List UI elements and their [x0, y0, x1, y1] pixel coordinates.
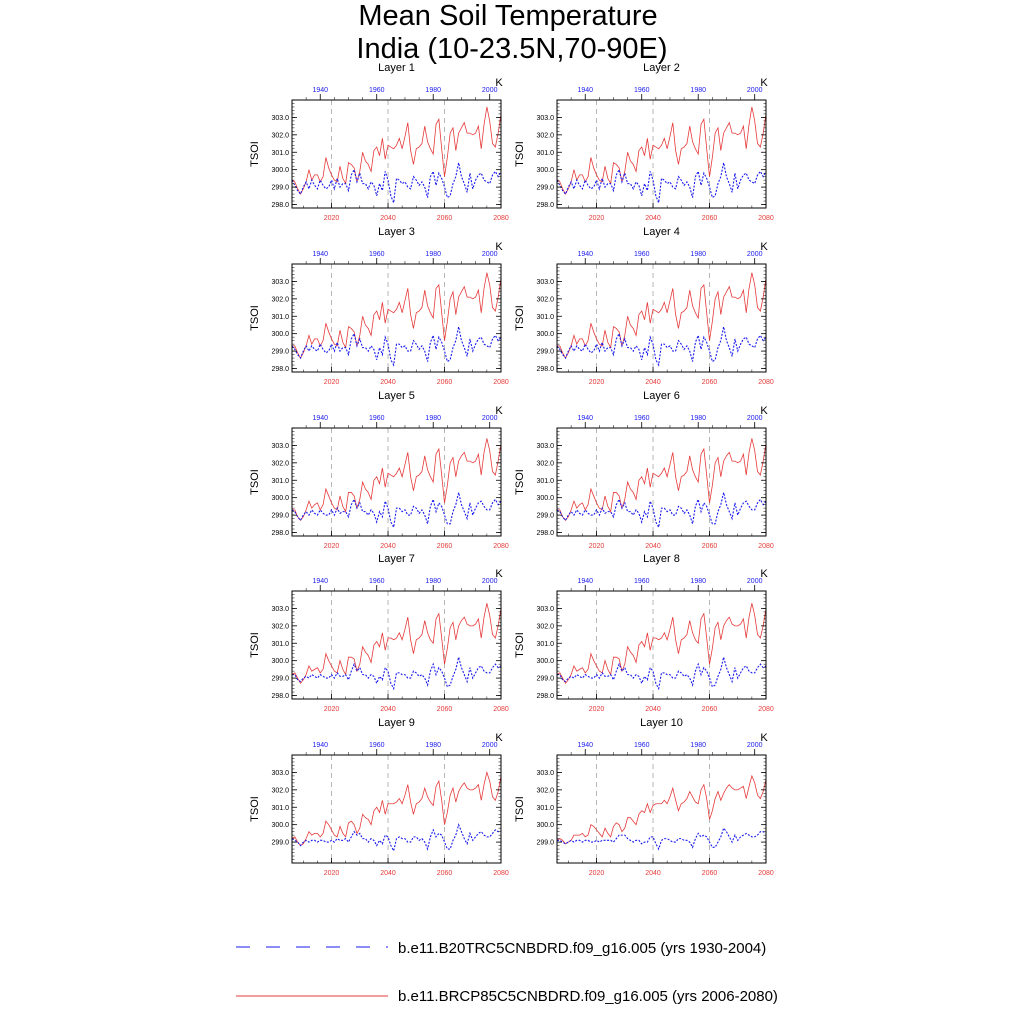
- x-top-tick-label: 2000: [746, 742, 763, 749]
- y-tick-label: 302.0: [536, 132, 554, 140]
- units-label: K: [495, 241, 503, 253]
- panel-layer-4: [514, 226, 774, 386]
- x-bottom-tick-label: 2040: [645, 543, 661, 550]
- units-label: K: [760, 568, 768, 580]
- x-top-tick-label: 2000: [746, 415, 763, 422]
- x-top-tick-label: 1960: [633, 742, 650, 749]
- plot-frame: [292, 591, 501, 699]
- plot-frame: [292, 755, 501, 863]
- units-label: K: [760, 405, 768, 417]
- y-tick-label: 301.0: [271, 640, 289, 648]
- x-top-tick-label: 1940: [577, 578, 594, 585]
- y-tick-label: 300.0: [536, 167, 554, 175]
- figure-title-line2: India (10-23.5N,70-90E): [356, 33, 668, 65]
- x-top-tick-label: 1980: [690, 87, 707, 94]
- y-axis-label: TSOI: [249, 796, 261, 822]
- x-top-tick-label: 1940: [312, 578, 329, 585]
- x-top-tick-label: 2000: [746, 251, 763, 258]
- y-tick-label: 301.0: [536, 313, 554, 321]
- plot-frame: [557, 591, 766, 699]
- y-tick-label: 299.0: [271, 675, 289, 683]
- y-axis-label: TSOI: [249, 141, 261, 167]
- y-tick-label: 301.0: [271, 313, 289, 321]
- units-label: K: [495, 732, 503, 744]
- series-historical-line: [292, 163, 501, 203]
- series-future-line: [557, 107, 766, 194]
- panel-layer-2: [514, 62, 774, 222]
- y-tick-label: 300.0: [271, 167, 289, 175]
- y-axis-label: TSOI: [514, 796, 526, 822]
- y-tick-label: 303.0: [271, 605, 289, 613]
- plot-frame: [292, 100, 501, 208]
- legend: [236, 940, 778, 1005]
- x-bottom-tick-label: 2060: [701, 379, 718, 386]
- units-label: K: [495, 77, 503, 89]
- y-tick-label: 303.0: [271, 114, 289, 122]
- x-top-tick-label: 1980: [425, 415, 442, 422]
- x-top-tick-label: 1940: [312, 251, 329, 258]
- x-bottom-tick-label: 2080: [493, 379, 509, 386]
- series-historical-line: [557, 828, 766, 849]
- y-tick-label: 302.0: [271, 132, 289, 140]
- y-tick-label: 300.0: [271, 822, 289, 830]
- figure-title-line1: Mean Soil Temperature: [358, 0, 658, 32]
- series-historical-line: [557, 163, 766, 203]
- y-tick-label: 299.0: [271, 512, 289, 520]
- x-bottom-tick-label: 2040: [645, 379, 661, 386]
- x-top-tick-label: 1980: [690, 251, 707, 258]
- x-bottom-tick-label: 2060: [436, 379, 453, 386]
- x-top-tick-label: 2000: [481, 742, 498, 749]
- x-bottom-tick-label: 2020: [588, 215, 605, 222]
- units-label: K: [760, 732, 768, 744]
- units-label: K: [495, 405, 503, 417]
- series-future-line: [557, 776, 766, 844]
- panel-layer-5: [249, 390, 509, 550]
- y-tick-label: 301.0: [536, 804, 554, 812]
- x-bottom-tick-label: 2020: [323, 215, 340, 222]
- x-top-tick-label: 2000: [481, 415, 498, 422]
- x-top-tick-label: 1980: [425, 578, 442, 585]
- x-bottom-tick-label: 2040: [645, 215, 661, 222]
- y-tick-label: 298.0: [271, 366, 289, 374]
- panel-layer-8: [514, 553, 774, 713]
- x-bottom-tick-label: 2040: [380, 215, 396, 222]
- x-top-tick-label: 1960: [633, 415, 650, 422]
- x-top-tick-label: 1960: [633, 87, 650, 94]
- x-bottom-tick-label: 2080: [758, 543, 774, 550]
- y-tick-label: 299.0: [536, 675, 554, 683]
- units-label: K: [760, 241, 768, 253]
- y-tick-label: 303.0: [536, 278, 554, 286]
- legend-label-future: b.e11.BRCP85C5CNBDRD.f09_g16.005 (yrs 2006-2080): [398, 988, 778, 1005]
- y-tick-label: 298.0: [271, 530, 289, 538]
- x-top-tick-label: 1960: [633, 578, 650, 585]
- x-top-tick-label: 1940: [577, 742, 594, 749]
- plot-frame: [292, 428, 501, 536]
- x-bottom-tick-label: 2020: [323, 379, 340, 386]
- x-top-tick-label: 2000: [481, 578, 498, 585]
- x-bottom-tick-label: 2080: [493, 870, 509, 877]
- x-bottom-tick-label: 2020: [588, 543, 605, 550]
- y-axis-label: TSOI: [514, 305, 526, 331]
- x-bottom-tick-label: 2080: [493, 543, 509, 550]
- y-tick-label: 302.0: [536, 787, 554, 795]
- y-tick-label: 303.0: [536, 605, 554, 613]
- x-top-tick-label: 2000: [481, 251, 498, 258]
- x-bottom-tick-label: 2040: [380, 870, 396, 877]
- y-tick-label: 298.0: [536, 693, 554, 701]
- y-tick-label: 300.0: [536, 822, 554, 830]
- x-top-tick-label: 1980: [690, 742, 707, 749]
- x-bottom-tick-label: 2040: [380, 379, 396, 386]
- x-bottom-tick-label: 2060: [436, 543, 453, 550]
- y-tick-label: 299.0: [271, 839, 289, 847]
- panel-title: Layer 9: [378, 717, 415, 729]
- x-bottom-tick-label: 2060: [701, 215, 718, 222]
- y-tick-label: 303.0: [536, 769, 554, 777]
- y-tick-label: 300.0: [271, 331, 289, 339]
- y-tick-label: 301.0: [271, 804, 289, 812]
- x-bottom-tick-label: 2060: [436, 870, 453, 877]
- y-tick-label: 301.0: [271, 477, 289, 485]
- y-tick-label: 301.0: [536, 640, 554, 648]
- series-historical-line: [292, 825, 501, 851]
- y-tick-label: 302.0: [536, 296, 554, 304]
- y-tick-label: 303.0: [271, 278, 289, 286]
- x-top-tick-label: 1960: [368, 251, 385, 258]
- x-top-tick-label: 1940: [312, 415, 329, 422]
- y-tick-label: 303.0: [536, 442, 554, 450]
- y-axis-label: TSOI: [514, 632, 526, 658]
- x-top-tick-label: 1960: [633, 251, 650, 258]
- y-tick-label: 299.0: [536, 184, 554, 192]
- y-tick-label: 300.0: [536, 495, 554, 503]
- panel-layer-10: [514, 717, 774, 877]
- y-tick-label: 301.0: [536, 477, 554, 485]
- x-bottom-tick-label: 2080: [493, 215, 509, 222]
- x-bottom-tick-label: 2020: [588, 870, 605, 877]
- x-bottom-tick-label: 2060: [436, 215, 453, 222]
- x-bottom-tick-label: 2080: [758, 215, 774, 222]
- y-axis-label: TSOI: [249, 469, 261, 495]
- x-bottom-tick-label: 2080: [758, 706, 774, 713]
- x-bottom-tick-label: 2080: [493, 706, 509, 713]
- panel-title: Layer 2: [643, 62, 680, 74]
- x-top-tick-label: 1960: [368, 578, 385, 585]
- y-axis-label: TSOI: [514, 469, 526, 495]
- x-top-tick-label: 1980: [425, 87, 442, 94]
- x-top-tick-label: 1980: [690, 415, 707, 422]
- y-tick-label: 303.0: [536, 114, 554, 122]
- y-tick-label: 302.0: [271, 460, 289, 468]
- y-tick-label: 300.0: [271, 495, 289, 503]
- legend-label-historical: b.e11.B20TRC5CNBDRD.f09_g16.005 (yrs 1930-2004): [398, 940, 767, 957]
- series-historical-line: [292, 327, 501, 365]
- units-label: K: [495, 568, 503, 580]
- x-top-tick-label: 1940: [577, 87, 594, 94]
- y-tick-label: 298.0: [536, 530, 554, 538]
- x-bottom-tick-label: 2060: [436, 706, 453, 713]
- units-label: K: [760, 77, 768, 89]
- x-top-tick-label: 2000: [746, 87, 763, 94]
- y-tick-label: 299.0: [536, 839, 554, 847]
- panel-title: Layer 7: [378, 553, 415, 565]
- y-tick-label: 303.0: [271, 769, 289, 777]
- x-bottom-tick-label: 2060: [701, 870, 718, 877]
- plot-frame: [557, 755, 766, 863]
- x-top-tick-label: 1940: [577, 251, 594, 258]
- y-axis-label: TSOI: [514, 141, 526, 167]
- y-tick-label: 302.0: [536, 460, 554, 468]
- y-tick-label: 299.0: [536, 348, 554, 356]
- y-tick-label: 298.0: [271, 202, 289, 210]
- y-axis-label: TSOI: [249, 632, 261, 658]
- x-bottom-tick-label: 2080: [758, 870, 774, 877]
- x-bottom-tick-label: 2080: [758, 379, 774, 386]
- y-tick-label: 302.0: [271, 787, 289, 795]
- plot-frame: [292, 264, 501, 372]
- x-top-tick-label: 2000: [746, 578, 763, 585]
- x-bottom-tick-label: 2040: [380, 543, 396, 550]
- panel-title: Layer 6: [643, 390, 680, 402]
- x-top-tick-label: 1960: [368, 415, 385, 422]
- x-bottom-tick-label: 2020: [323, 543, 340, 550]
- panel-title: Layer 3: [378, 226, 415, 238]
- x-top-tick-label: 1980: [425, 251, 442, 258]
- y-tick-label: 301.0: [536, 149, 554, 157]
- y-tick-label: 299.0: [271, 348, 289, 356]
- panel-title: Layer 1: [378, 62, 415, 74]
- x-bottom-tick-label: 2040: [645, 870, 661, 877]
- x-top-tick-label: 1980: [690, 578, 707, 585]
- series-historical-line: [557, 492, 766, 527]
- panel-title: Layer 10: [640, 717, 683, 729]
- y-tick-label: 298.0: [536, 366, 554, 374]
- series-historical-line: [557, 327, 766, 365]
- panel-layer-7: [249, 553, 509, 713]
- x-bottom-tick-label: 2020: [588, 706, 605, 713]
- series-historical-line: [557, 657, 766, 688]
- x-bottom-tick-label: 2060: [701, 543, 718, 550]
- plot-frame: [557, 100, 766, 208]
- series-future-line: [292, 107, 501, 194]
- y-tick-label: 302.0: [271, 296, 289, 304]
- panel-title: Layer 4: [643, 226, 680, 238]
- x-top-tick-label: 1940: [312, 742, 329, 749]
- panel-layer-9: [249, 717, 509, 877]
- plot-frame: [557, 428, 766, 536]
- x-top-tick-label: 2000: [481, 87, 498, 94]
- x-bottom-tick-label: 2020: [588, 379, 605, 386]
- x-top-tick-label: 1940: [312, 87, 329, 94]
- x-bottom-tick-label: 2040: [380, 706, 396, 713]
- series-future-line: [292, 772, 501, 845]
- x-top-tick-label: 1960: [368, 87, 385, 94]
- y-tick-label: 300.0: [271, 658, 289, 666]
- x-top-tick-label: 1940: [577, 415, 594, 422]
- x-bottom-tick-label: 2020: [323, 706, 340, 713]
- y-tick-label: 298.0: [536, 202, 554, 210]
- y-tick-label: 300.0: [536, 658, 554, 666]
- x-bottom-tick-label: 2040: [645, 706, 661, 713]
- panel-title: Layer 5: [378, 390, 415, 402]
- y-tick-label: 302.0: [271, 623, 289, 631]
- y-tick-label: 299.0: [536, 512, 554, 520]
- series-historical-line: [292, 492, 501, 527]
- series-historical-line: [292, 657, 501, 688]
- x-bottom-tick-label: 2020: [323, 870, 340, 877]
- x-top-tick-label: 1960: [368, 742, 385, 749]
- x-top-tick-label: 1980: [425, 742, 442, 749]
- y-tick-label: 299.0: [271, 184, 289, 192]
- panel-layer-6: [514, 390, 774, 550]
- y-tick-label: 303.0: [271, 442, 289, 450]
- panel-title: Layer 8: [643, 553, 680, 565]
- y-tick-label: 300.0: [536, 331, 554, 339]
- x-bottom-tick-label: 2060: [701, 706, 718, 713]
- panel-layer-1: [249, 62, 509, 222]
- y-axis-label: TSOI: [249, 305, 261, 331]
- plot-frame: [557, 264, 766, 372]
- panel-grid: [249, 62, 774, 877]
- panel-layer-3: [249, 226, 509, 386]
- y-tick-label: 301.0: [271, 149, 289, 157]
- y-tick-label: 302.0: [536, 623, 554, 631]
- y-tick-label: 298.0: [271, 693, 289, 701]
